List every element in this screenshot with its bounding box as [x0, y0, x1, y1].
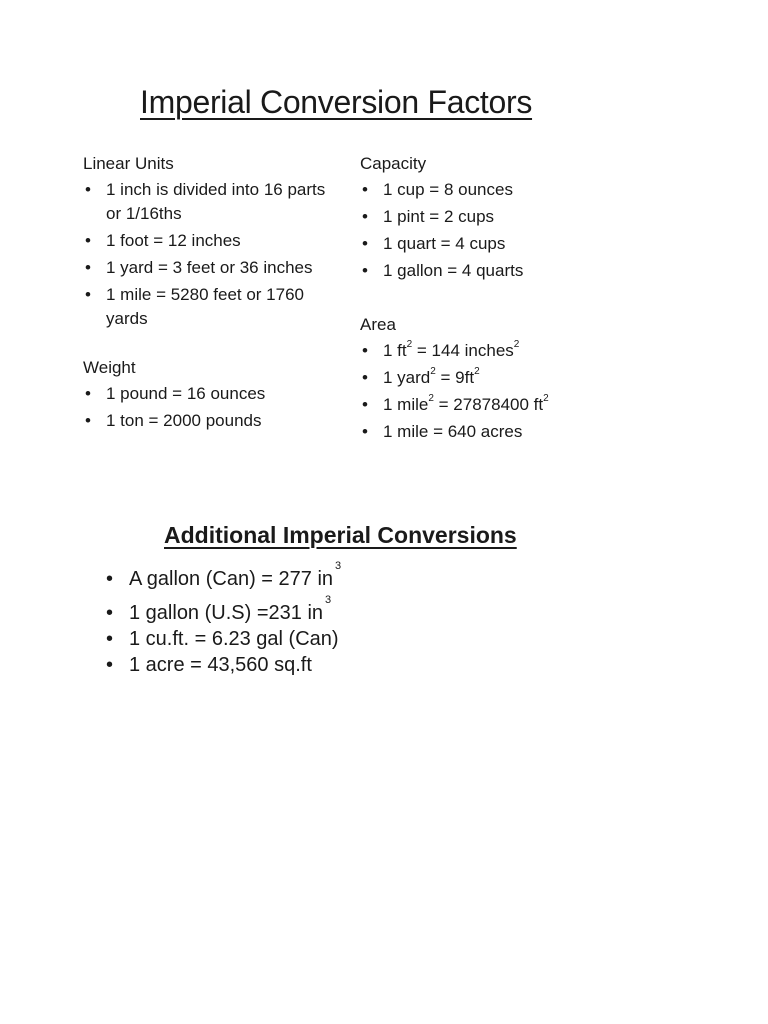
- bullet-icon: •: [106, 568, 114, 590]
- list-item-text-a: 1 yard: [383, 368, 431, 387]
- list-item: [83, 382, 343, 406]
- bullet-icon: •: [362, 368, 368, 387]
- list-item: [360, 366, 680, 390]
- list-item-text: 1 ton = 2000 pounds: [106, 411, 262, 430]
- list-item: [104, 652, 504, 678]
- bullet-icon: •: [362, 261, 368, 280]
- list-item-text: 1 pound = 16 ounces: [106, 384, 266, 403]
- bullet-icon: •: [362, 180, 368, 199]
- exponent: 2: [428, 393, 434, 405]
- bullet-icon: •: [106, 654, 114, 676]
- bullet-icon: •: [85, 411, 91, 430]
- list-item: [83, 409, 343, 433]
- list-item-text: 1 acre = 43,560 sq.ft: [129, 654, 312, 676]
- list-item-text: 1 gallon = 4 quarts: [383, 261, 524, 280]
- list-item-text-b: = 144 inches: [412, 341, 514, 360]
- list-item-text-a: 1 ft: [383, 341, 407, 360]
- bullet-icon: •: [362, 207, 368, 226]
- list-item: [104, 560, 504, 592]
- list-item-text-b: = 9ft: [435, 368, 475, 387]
- bullet-icon: •: [362, 422, 368, 441]
- list-item-text: 1 yard = 3 feet or 36 inches: [106, 258, 313, 277]
- list-item-text: 1 cu.ft. = 6.23 gal (Can): [129, 628, 339, 650]
- weight-list: [83, 382, 343, 433]
- list-item-text-a: 1 mile: [383, 395, 429, 414]
- list-item: [360, 420, 680, 444]
- bullet-icon: •: [85, 258, 91, 277]
- linear-units-list: [83, 178, 343, 331]
- list-item: [360, 205, 660, 229]
- list-item-text: 1 pint = 2 cups: [383, 207, 495, 226]
- list-item-text-b: = 27878400 ft: [433, 395, 544, 414]
- exponent: 3: [335, 560, 342, 573]
- list-item-text-a: 1 mile = 640 acres: [383, 422, 523, 441]
- bullet-icon: •: [362, 341, 368, 360]
- page-title: Imperial Conversion Factors: [140, 84, 533, 120]
- linear-units-heading: Linear Units: [83, 154, 174, 173]
- list-item-text: 1 inch is divided into 16 parts or 1/16ths: [106, 180, 326, 223]
- list-item: [360, 259, 660, 283]
- bullet-icon: •: [362, 395, 368, 414]
- bullet-icon: •: [85, 285, 91, 304]
- additional-conversions-section: [104, 560, 504, 678]
- exponent: 3: [325, 594, 332, 607]
- exponent: 2: [430, 366, 436, 378]
- list-item-text: 1 gallon (U.S) =231 in: [129, 602, 324, 624]
- additional-conversions-heading: Additional Imperial Conversions: [164, 522, 517, 548]
- list-item: [360, 339, 680, 363]
- list-item: [360, 393, 680, 417]
- list-item: [83, 229, 343, 253]
- bullet-icon: •: [85, 231, 91, 250]
- list-item-text: 1 foot = 12 inches: [106, 231, 241, 250]
- exponent: 2: [543, 393, 549, 405]
- bullet-icon: •: [362, 234, 368, 253]
- bullet-icon: •: [106, 602, 114, 624]
- area-heading: Area: [360, 315, 396, 334]
- exponent: 2: [513, 339, 520, 351]
- capacity-heading: Capacity: [360, 154, 427, 173]
- bullet-icon: •: [85, 180, 91, 199]
- list-item-text: 1 cup = 8 ounces: [383, 180, 513, 199]
- bullet-icon: •: [85, 384, 91, 403]
- list-item: [83, 178, 343, 226]
- area-list: [360, 339, 680, 444]
- list-item-text: A gallon (Can) = 277 in: [129, 568, 334, 590]
- area-section: [360, 313, 680, 447]
- exponent: 2: [406, 339, 413, 351]
- list-item-text: 1 quart = 4 cups: [383, 234, 506, 253]
- weight-heading: Weight: [83, 358, 136, 377]
- exponent: 2: [474, 366, 480, 378]
- list-item: [83, 283, 343, 331]
- linear-units-section: [83, 152, 343, 334]
- bullet-icon: •: [106, 628, 114, 650]
- list-item-text: 1 mile = 5280 feet or 1760 yards: [106, 285, 304, 328]
- list-item: [83, 256, 343, 280]
- capacity-section: [360, 152, 660, 286]
- list-item: [104, 626, 504, 652]
- weight-section: [83, 356, 343, 436]
- list-item: [360, 232, 660, 256]
- additional-conversions-list: [104, 560, 504, 678]
- capacity-list: [360, 178, 660, 283]
- list-item: [104, 594, 504, 626]
- list-item: [360, 178, 660, 202]
